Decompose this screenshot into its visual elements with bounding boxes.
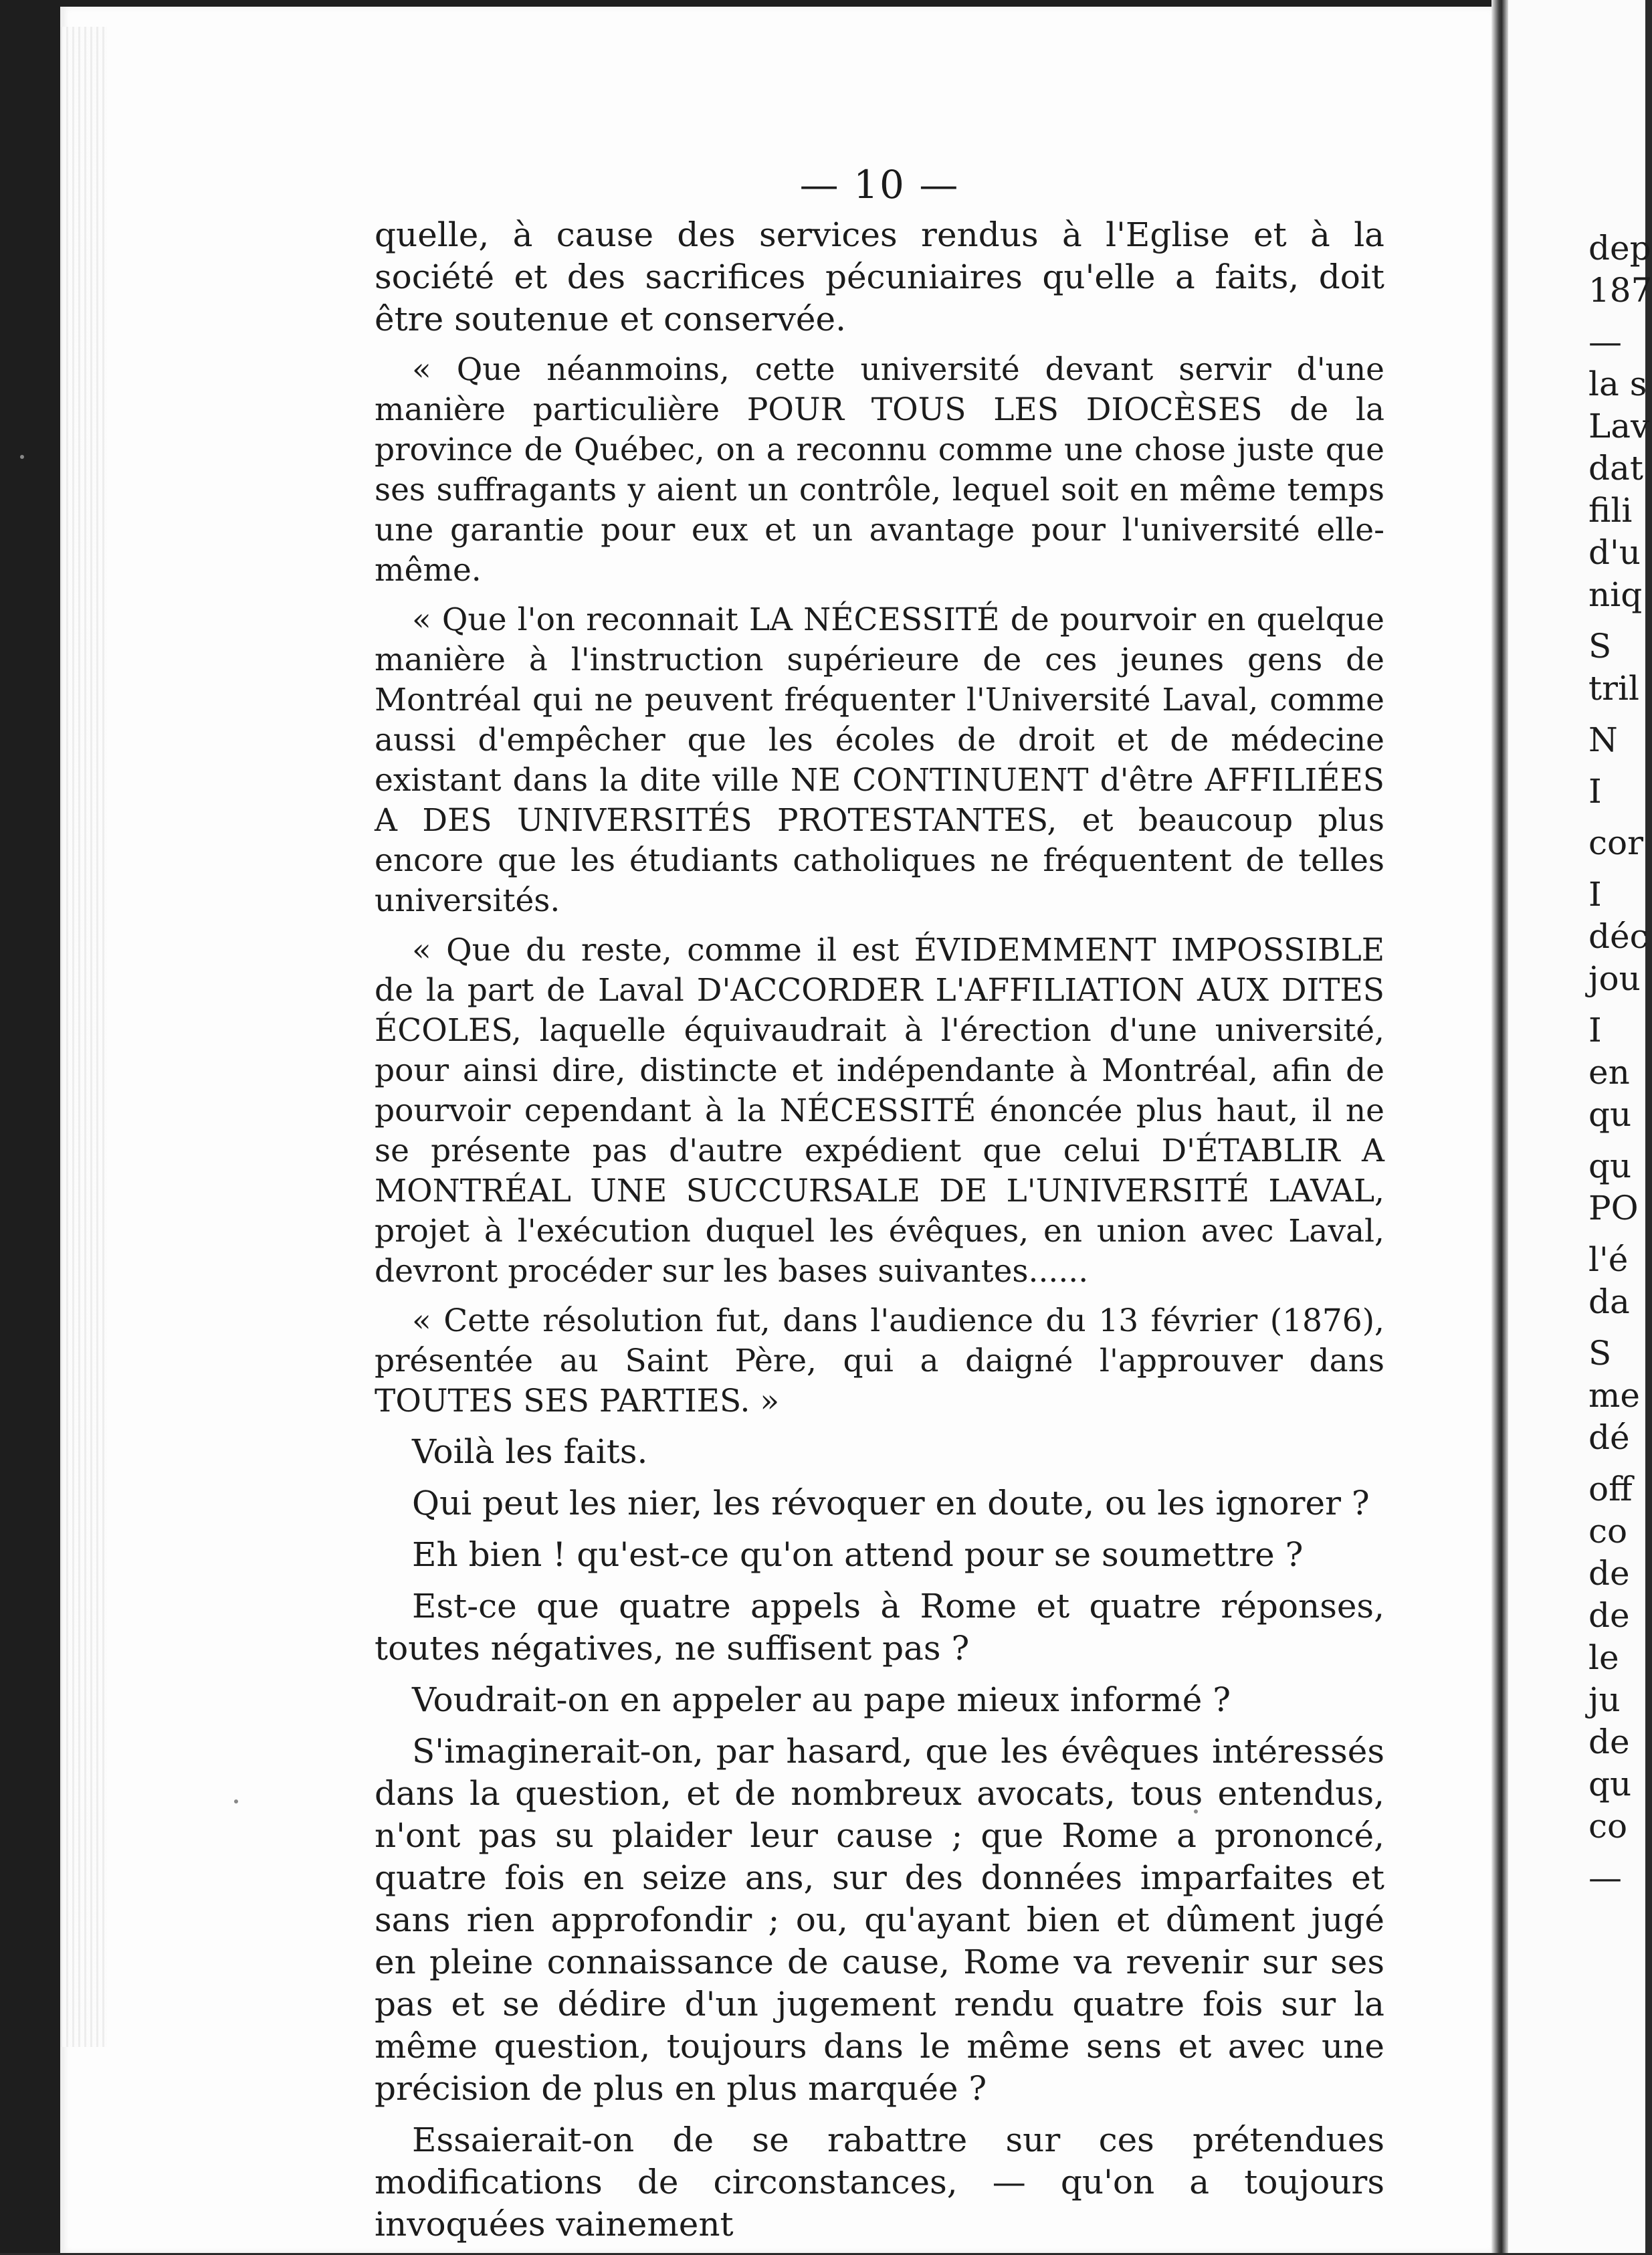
right-page-fragment: qu: [1588, 1765, 1632, 1803]
quoted-paragraph: « Cette résolution fut, dans l'audience du 13 février (1876), présentée au Saint Père, qui a daigné l'approuver dans TOUTES SES PARTIES. »: [375, 1302, 1384, 1419]
paragraph: quelle, à cause des services rendus à l'Eglise et à la société et des sacrifices pécuniaires qu'elle a faits, doit être soutenue et conservée.: [375, 215, 1384, 338]
right-page-fragment: me: [1588, 1376, 1641, 1415]
paragraph: Voilà les faits.: [412, 1432, 648, 1471]
quoted-paragraph: « Que néanmoins, cette université devant servir d'une manière particulière POUR TOUS LES DIOCÈSES de la province de Québec, on a reconnu comme une chose juste que ses suffragants y aient un contrôle, lequel soit en même temps une garantie pour eux et un avantage pour l'université elle-même.: [375, 351, 1384, 589]
right-page-fragment: de: [1588, 1554, 1630, 1593]
right-page-fragment: I: [1588, 772, 1602, 811]
right-page-fragment: —: [1588, 322, 1622, 361]
right-page-fragment: cor: [1588, 823, 1644, 862]
right-page-fragment: fili: [1588, 491, 1633, 530]
right-page-fragment: niq: [1588, 575, 1643, 614]
right-page-fragment: da: [1588, 1282, 1630, 1321]
page-body: [375, 164, 1384, 2255]
right-page-fragment: la s: [1588, 365, 1647, 403]
right-page-fragment: dat: [1588, 449, 1643, 488]
right-page-text-fragments: [1588, 227, 1652, 1899]
right-page-fragment: 187: [1588, 271, 1652, 310]
right-page-fragment: de: [1588, 1596, 1630, 1635]
right-page-fragment: tril: [1588, 669, 1639, 708]
paragraph: Est-ce que quatre appels à Rome et quatre réponses, toutes négatives, ne suffisent pas ?: [375, 1587, 1384, 1668]
right-page-fragment: PO: [1588, 1189, 1639, 1228]
paragraph: Qui peut les nier, les révoquer en doute, ou les ignorer ?: [412, 1484, 1370, 1523]
right-page-fragment: d'u: [1588, 533, 1641, 572]
right-page-fragment: I: [1588, 1011, 1602, 1050]
right-page-fragment: S: [1588, 627, 1612, 666]
right-page-fragment: N: [1588, 720, 1618, 759]
paragraph: Voudrait-on en appeler au pape mieux informé ?: [412, 1680, 1231, 1719]
page-number: — 10 —: [799, 162, 960, 207]
book-gutter: [1491, 0, 1508, 2253]
right-page-fragment: le: [1588, 1638, 1619, 1677]
right-page-fragment: ju: [1588, 1680, 1621, 1719]
right-page-fragment: S: [1588, 1334, 1612, 1373]
right-page-fragment: qu: [1588, 1095, 1632, 1134]
paragraph: S'imaginerait-on, par hasard, que les évêques intéressés dans la question, et de nombreux avocats, tous entendus, n'ont pas su plaider leur cause ; que Rome a prononcé, quatre fois en seize ans, sur des données imparfaites et sans rien approfondir ; ou, qu'ayant bien et dûment jugé en pleine connaissance de cause, Rome va revenir sur ses pas et se dédire d'un jugement rendu quatre fois sur la même question, toujours dans le même sens et avec une précision de plus en plus marquée ?: [375, 1732, 1384, 2108]
right-page-fragment: Lav: [1588, 407, 1650, 446]
quoted-paragraph: « Que l'on reconnait LA NÉCESSITÉ de pourvoir en quelque manière à l'instruction supérieure de ces jeunes gens de Montréal qui ne peuvent fréquenter l'Université Laval, comme aussi d'empêcher que les écoles de droit et de médecine existant dans la dite ville NE CONTINUENT d'être AFFILIÉES A DES UNIVERSITÉS PROTESTANTES, et beaucoup plus encore que les étudiants catholiques ne fréquentent de telles universités.: [375, 601, 1384, 919]
quoted-paragraph: « Que du reste, comme il est ÉVIDEMMENT IMPOSSIBLE de la part de Laval D'ACCORDER L'AFFILIATION AUX DITES ÉCOLES, laquelle équivaudrait à l'érection d'une université, pour ainsi dire, distincte et indépendante à Montréal, afin de pourvoir cependant à la NÉCESSITÉ énoncée plus haut, il ne se présente pas d'autre expédient que celui D'ÉTABLIR A MONTRÉAL UNE SUCCURSALE DE L'UNIVERSITÉ LAVAL, projet à l'exécution duquel les évêques, en union avec Laval, devront procéder sur les bases suivantes......: [375, 932, 1384, 1290]
scan-speck: [234, 1799, 238, 1803]
right-page-fragment: de: [1588, 1723, 1630, 1761]
right-page-fragment: déc: [1588, 917, 1649, 956]
paragraph: Essaierait-on de se rabattre sur ces prétendues modifications de circonstances, — qu'on a toujours invoquées vainement: [375, 2121, 1384, 2244]
right-page-fragment: l'é: [1588, 1240, 1629, 1279]
right-page-fragment: jou: [1588, 959, 1641, 998]
right-page-fragment: —: [1588, 1858, 1622, 1897]
paragraph: Eh bien ! qu'est-ce qu'on attend pour se soumettre ?: [412, 1535, 1304, 1574]
right-page-fragment: I: [1588, 875, 1602, 914]
page-edges: [60, 27, 107, 2047]
right-page-fragment: qu: [1588, 1147, 1632, 1185]
right-page-fragment: co: [1588, 1807, 1628, 1846]
right-page-fragment: dé: [1588, 1418, 1630, 1457]
right-page-fragment: en: [1588, 1053, 1630, 1092]
scan-speck: [20, 455, 24, 459]
right-page-fragment: off: [1588, 1470, 1633, 1508]
right-page-fragment: dep: [1588, 229, 1651, 268]
right-page-fragment: co: [1588, 1512, 1628, 1551]
